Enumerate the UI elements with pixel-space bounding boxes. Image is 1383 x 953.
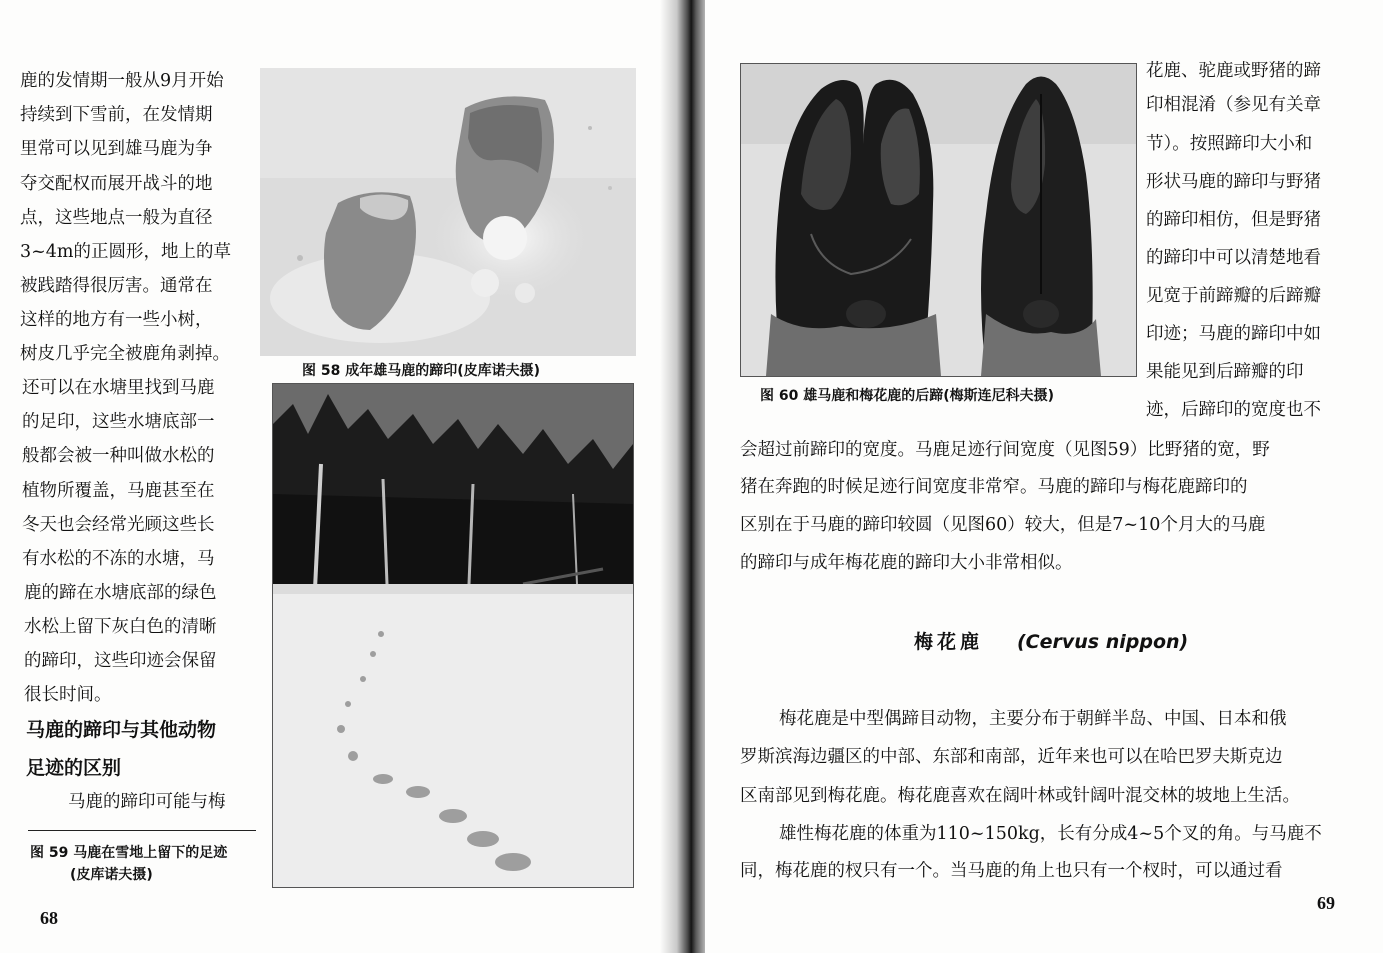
body-text-line: 见宽于前蹄瓣的后蹄瓣 [1146, 286, 1321, 306]
body-text-line: 水松上留下灰白色的清晰 [24, 617, 217, 637]
body-text-line: 会超过前蹄印的宽度。马鹿足迹行间宽度（见图59）比野猪的宽，野 [740, 440, 1270, 460]
left-page [0, 0, 680, 953]
figure-59-caption: 图 59 马鹿在雪地上留下的足迹 [30, 845, 228, 861]
body-text-line: 植物所覆盖，马鹿甚至在 [22, 481, 215, 501]
page-number: 68 [40, 908, 58, 928]
body-text-line: 的足印，这些水塘底部一 [22, 412, 215, 432]
section-heading: 足迹的区别 [26, 757, 122, 779]
body-text-line: 节）。按照蹄印大小和 [1146, 134, 1313, 154]
body-text-line: 猪在奔跑的时候足迹行间宽度非常窄。马鹿的蹄印与梅花鹿蹄印的 [740, 477, 1248, 497]
figure-58-caption: 图 58 成年雄马鹿的蹄印(皮库诺夫摄) [302, 363, 541, 379]
body-text-line: 夺交配权而展开战斗的地 [20, 174, 213, 194]
body-text-line: 罗斯滨海边疆区的中部、东部和南部，近年来也可以在哈巴罗夫斯克边 [740, 747, 1283, 767]
body-text-line: 的蹄印相仿，但是野猪 [1146, 210, 1321, 230]
section-title: 梅花鹿 [914, 631, 984, 653]
body-text-line: 有水松的不冻的水塘，马 [22, 549, 215, 569]
section-heading: 马鹿的蹄印与其他动物 [26, 719, 217, 741]
figure-59-photo [272, 383, 634, 888]
body-text-line: 还可以在水塘里找到马鹿 [22, 378, 215, 398]
body-text-line: 冬天也会经常光顾这些长 [22, 515, 215, 535]
body-text-line: 树皮几乎完全被鹿角剥掉。 [20, 344, 230, 364]
body-text-line: 持续到下雪前，在发情期 [20, 105, 213, 125]
caption-rule [28, 830, 256, 831]
body-text-line: 印迹；马鹿的蹄印中如 [1146, 324, 1321, 344]
figure-58-photo [260, 68, 636, 356]
page-number: 69 [1317, 893, 1335, 913]
body-text-line: 果能见到后蹄瓣的印 [1146, 362, 1304, 382]
body-text-line: 雄性梅花鹿的体重为110~150kg，长有分成4~5个叉的角。与马鹿不 [779, 824, 1322, 844]
body-text-line: 3~4m的正圆形，地上的草 [20, 242, 232, 262]
body-text-line: 的蹄印与成年梅花鹿的蹄印大小非常相似。 [740, 553, 1073, 573]
body-text-line: 区别在于马鹿的蹄印较圆（见图60）较大，但是7~10个月大的马鹿 [740, 515, 1266, 535]
body-text-line: 区南部见到梅花鹿。梅花鹿喜欢在阔叶林或针阔叶混交林的坡地上生活。 [740, 786, 1300, 806]
body-text-line: 这样的地方有一些小树， [20, 310, 213, 330]
body-text-line: 鹿的发情期一般从9月开始 [20, 71, 224, 91]
body-text-line: 般都会被一种叫做水松的 [22, 446, 215, 466]
body-text-line: 印相混淆（参见有关章 [1146, 95, 1321, 115]
body-text-line: 里常可以见到雄马鹿为争 [20, 139, 213, 159]
figure-60-caption: 图 60 雄马鹿和梅花鹿的后蹄(梅斯连尼科夫摄) [760, 388, 1055, 404]
body-text-line: 迹，后蹄印的宽度也不 [1146, 400, 1321, 420]
body-text-line: 同，梅花鹿的杈只有一个。当马鹿的角上也只有一个杈时，可以通过看 [740, 861, 1283, 881]
body-text-line: 很长时间。 [24, 685, 112, 705]
body-text-line: 花鹿、驼鹿或野猪的蹄 [1146, 61, 1321, 81]
body-text-line: 的蹄印中可以清楚地看 [1146, 248, 1321, 268]
body-text-line: 被践踏得很厉害。通常在 [20, 276, 213, 296]
body-text-line: 的蹄印，这些印迹会保留 [24, 651, 217, 671]
body-text-line: 鹿的蹄在水塘底部的绿色 [24, 583, 217, 603]
section-title-latin: (Cervus nippon) [1017, 631, 1189, 653]
body-text-line: 点，这些地点一般为直径 [20, 208, 213, 228]
body-text-line: 梅花鹿是中型偶蹄目动物，主要分布于朝鲜半岛、中国、日本和俄 [779, 709, 1287, 729]
body-text-line: 形状马鹿的蹄印与野猪 [1146, 172, 1321, 192]
right-page [705, 0, 1383, 953]
body-text-line: 马鹿的蹄印可能与梅 [68, 792, 226, 812]
figure-59-caption-credit: (皮库诺夫摄) [70, 867, 153, 883]
figure-60-photo [740, 63, 1137, 377]
